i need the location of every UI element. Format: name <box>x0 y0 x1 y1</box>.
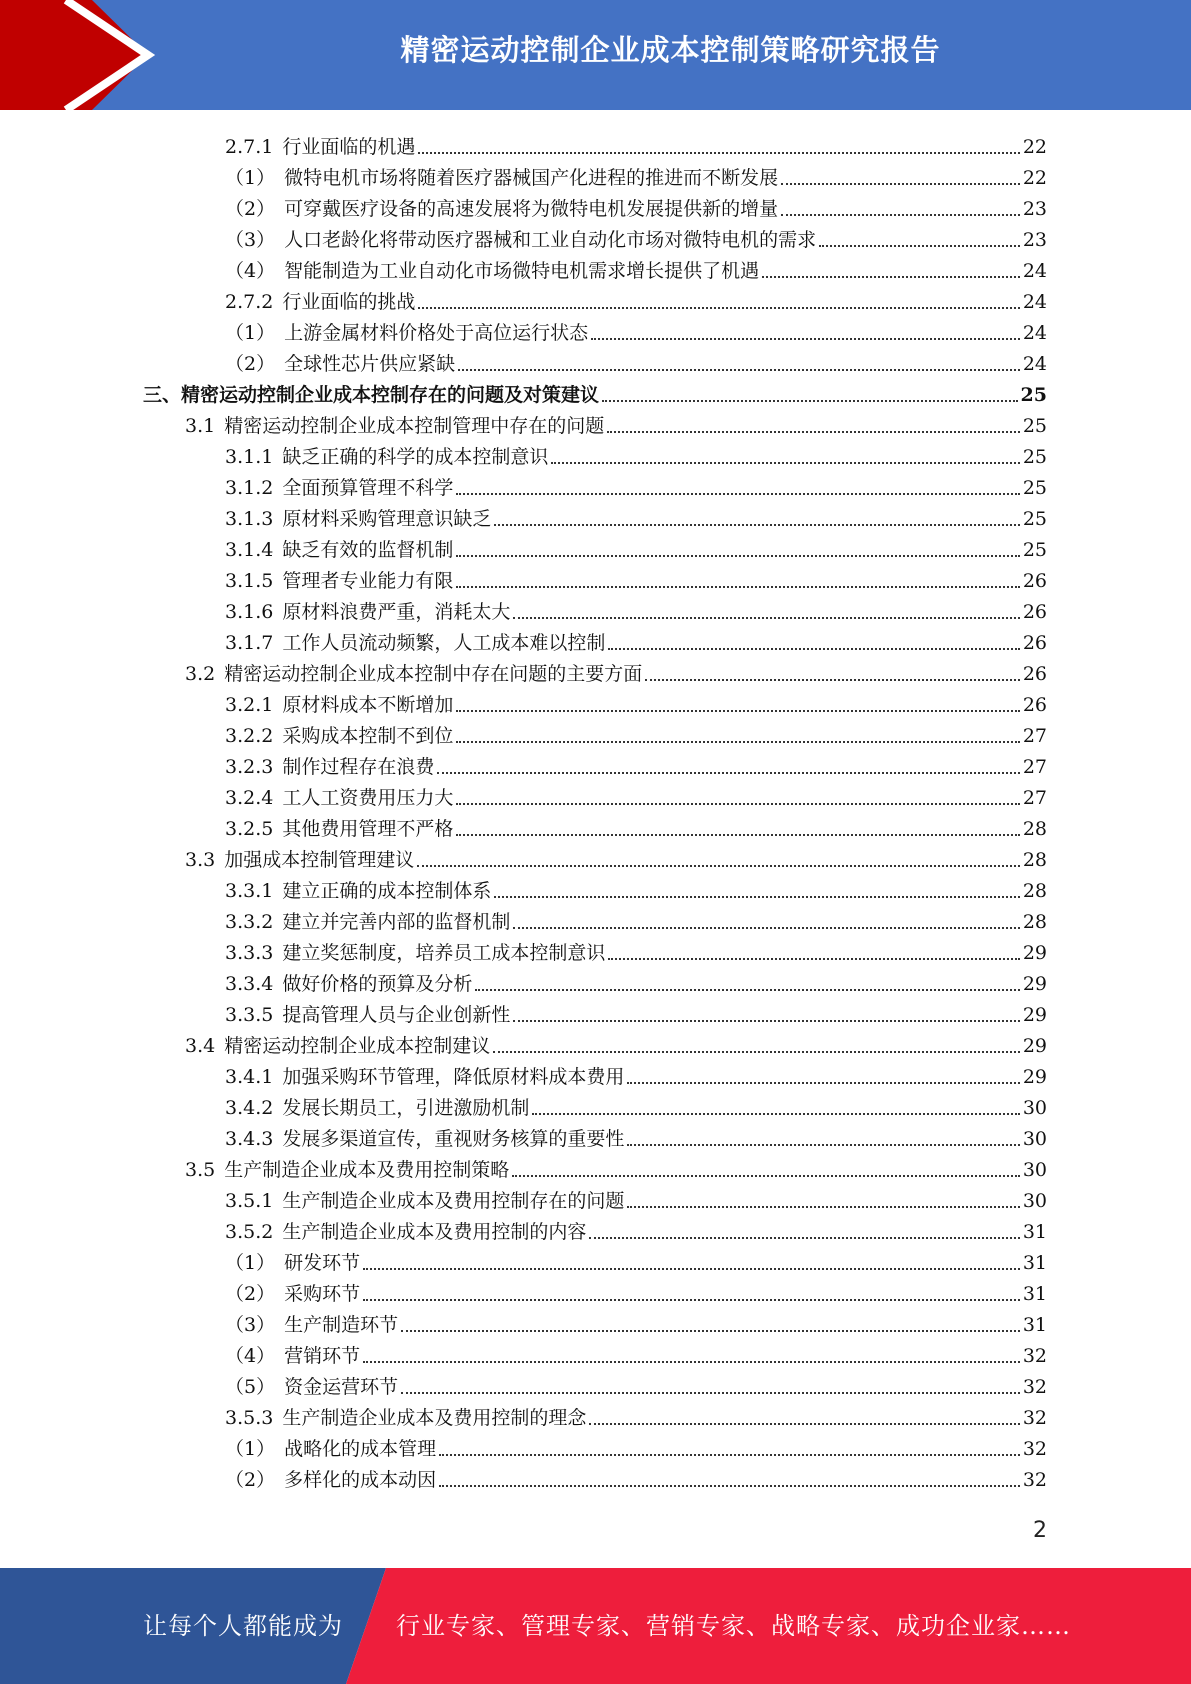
toc-entry-page: 26 <box>1022 663 1047 685</box>
toc-entry[interactable] <box>225 283 1047 314</box>
toc-entry[interactable] <box>225 1430 1047 1461</box>
toc-entry-title: 资金运营环节 <box>284 1376 399 1398</box>
toc-dot-leader <box>456 493 1019 495</box>
toc-entry-title: 研发环节 <box>284 1252 361 1274</box>
toc-entry-title: 生产制造企业成本及费用控制的内容 <box>282 1221 587 1243</box>
toc-entry-number: 3.3.5 <box>225 1004 274 1026</box>
toc-entry-title: 精密运动控制企业成本控制中存在问题的主要方面 <box>224 663 643 685</box>
toc-entry-number: 3.4.2 <box>225 1097 274 1119</box>
toc-entry[interactable] <box>185 655 1047 686</box>
toc-entry[interactable] <box>225 221 1047 252</box>
toc-entry[interactable] <box>225 1182 1047 1213</box>
toc-dot-leader <box>458 369 1020 371</box>
toc-entry[interactable] <box>225 996 1047 1027</box>
toc-dot-leader <box>602 400 1018 402</box>
toc-entry-number: 2.7.1 <box>225 136 274 158</box>
toc-dot-leader <box>781 214 1020 216</box>
toc-entry-page: 31 <box>1022 1283 1047 1305</box>
toc-entry[interactable] <box>225 810 1047 841</box>
toc-entry-title: 建立并完善内部的监督机制 <box>282 911 511 933</box>
toc-entry-number: 3.4.3 <box>225 1128 274 1150</box>
toc-dot-leader <box>532 1113 1019 1115</box>
toc-entry-page: 23 <box>1022 229 1047 251</box>
toc-entry-title: 智能制造为工业自动化市场微特电机需求增长提供了机遇 <box>284 260 760 282</box>
toc-dot-leader <box>627 1082 1019 1084</box>
toc-dot-leader <box>456 710 1019 712</box>
toc-entry-title: 可穿戴医疗设备的高速发展将为微特电机发展提供新的增量 <box>284 198 779 220</box>
toc-dot-leader <box>439 1454 1020 1456</box>
toc-entry-number: 3.1.4 <box>225 539 274 561</box>
toc-entry-number: （5） <box>225 1376 276 1398</box>
toc-entry-title: 生产制造企业成本及费用控制的理念 <box>282 1407 587 1429</box>
toc-entry-title: 战略化的成本管理 <box>284 1438 437 1460</box>
toc-entry-number: 3.2.3 <box>225 756 274 778</box>
toc-entry[interactable] <box>225 593 1047 624</box>
toc-entry-page: 27 <box>1022 725 1047 747</box>
toc-entry-number: （2） <box>225 353 276 375</box>
toc-dot-leader <box>512 1175 1020 1177</box>
toc-entry-number: 3.2.1 <box>225 694 274 716</box>
toc-entry-page: 30 <box>1022 1159 1047 1181</box>
toc-entry[interactable] <box>225 1461 1047 1492</box>
toc-entry-title: 生产制造企业成本及费用控制策略 <box>224 1159 510 1181</box>
toc-entry-page: 28 <box>1022 818 1047 840</box>
toc-entry[interactable] <box>225 438 1047 469</box>
toc-entry-title: 生产制造环节 <box>284 1314 399 1336</box>
toc-dot-leader <box>781 183 1020 185</box>
toc-entry-title: 缺乏正确的科学的成本控制意识 <box>282 446 549 468</box>
toc-entry[interactable] <box>225 1399 1047 1430</box>
toc-entry[interactable] <box>185 407 1047 438</box>
toc-dot-leader <box>607 431 1020 433</box>
toc-entry-title: 加强采购环节管理，降低原材料成本费用 <box>282 1066 625 1088</box>
toc-entry[interactable] <box>143 376 1047 407</box>
toc-entry[interactable] <box>225 252 1047 283</box>
toc-dot-leader <box>493 1051 1020 1053</box>
toc-entry-title: 工人工资费用压力大 <box>282 787 454 809</box>
toc-entry[interactable] <box>225 128 1047 159</box>
toc-entry-title: 其他费用管理不严格 <box>282 818 454 840</box>
toc-entry[interactable] <box>225 531 1047 562</box>
toc-dot-leader <box>456 834 1019 836</box>
toc-entry[interactable] <box>225 686 1047 717</box>
toc-dot-leader <box>494 896 1019 898</box>
toc-entry[interactable] <box>225 190 1047 221</box>
toc-entry-title: 全面预算管理不科学 <box>282 477 454 499</box>
toc-dot-leader <box>819 245 1020 247</box>
page-number: 2 <box>1033 1518 1047 1543</box>
toc-dot-leader <box>363 1361 1020 1363</box>
toc-entry-title: 行业面临的挑战 <box>282 291 416 313</box>
toc-dot-leader <box>608 648 1019 650</box>
toc-entry-number: 3.1.3 <box>225 508 274 530</box>
toc-dot-leader <box>608 958 1019 960</box>
toc-entry[interactable] <box>225 1306 1047 1337</box>
toc-entry-number: （4） <box>225 260 276 282</box>
toc-entry[interactable] <box>225 1120 1047 1151</box>
toc-dot-leader <box>363 1299 1020 1301</box>
toc-dot-leader <box>401 1392 1020 1394</box>
toc-entry-page: 25 <box>1022 539 1047 561</box>
toc-entry-number: 3.4.1 <box>225 1066 274 1088</box>
toc-dot-leader <box>589 1423 1019 1425</box>
toc-dot-leader <box>762 276 1020 278</box>
toc-entry-page: 27 <box>1022 756 1047 778</box>
toc-entry-page: 24 <box>1022 260 1047 282</box>
toc-entry-number: （1） <box>225 1252 276 1274</box>
toc-dot-leader <box>591 338 1020 340</box>
toc-entry[interactable] <box>225 1089 1047 1120</box>
toc-entry-number: （2） <box>225 1283 276 1305</box>
toc-entry-title: 制作过程存在浪费 <box>282 756 435 778</box>
toc-entry-number: 3.2.4 <box>225 787 274 809</box>
toc-entry-number: （2） <box>225 1469 276 1491</box>
toc-entry-number: 3.3.3 <box>225 942 274 964</box>
toc-entry-page: 29 <box>1022 1004 1047 1026</box>
toc-entry-page: 26 <box>1022 570 1047 592</box>
toc-entry[interactable] <box>185 1151 1047 1182</box>
toc-entry-number: 3.2.5 <box>225 818 274 840</box>
toc-dot-leader <box>513 927 1019 929</box>
toc-entry-title: 精密运动控制企业成本控制管理中存在的问题 <box>224 415 605 437</box>
toc-entry-number: （1） <box>225 322 276 344</box>
toc-entry-page: 29 <box>1022 942 1047 964</box>
toc-entry-title: 工作人员流动频繁，人工成本难以控制 <box>282 632 606 654</box>
toc-entry-page: 25 <box>1022 415 1047 437</box>
toc-entry-page: 22 <box>1022 136 1047 158</box>
toc-dot-leader <box>513 1020 1019 1022</box>
toc-entry-title: 加强成本控制管理建议 <box>224 849 415 871</box>
toc-entry[interactable] <box>225 1058 1047 1089</box>
toc-entry-number: （1） <box>225 1438 276 1460</box>
toc-entry-title: 微特电机市场将随着医疗器械国产化进程的推进而不断发展 <box>284 167 779 189</box>
toc-entry-page: 24 <box>1022 353 1047 375</box>
toc-dot-leader <box>439 1485 1020 1487</box>
toc-entry-title: 全球性芯片供应紧缺 <box>284 353 456 375</box>
toc-dot-leader <box>363 1268 1020 1270</box>
toc-entry-title: 生产制造企业成本及费用控制存在的问题 <box>282 1190 625 1212</box>
toc-entry-number: 3.3.4 <box>225 973 274 995</box>
chevron-arrow-icon <box>0 0 160 110</box>
toc-entry-title: 采购环节 <box>284 1283 361 1305</box>
toc-entry-page: 22 <box>1022 167 1047 189</box>
toc-entry-number: 3.3 <box>185 849 216 871</box>
toc-entry-number: 3.3.2 <box>225 911 274 933</box>
toc-dot-leader <box>437 772 1019 774</box>
toc-entry-number: 3.1.5 <box>225 570 274 592</box>
toc-entry-page: 32 <box>1022 1469 1047 1491</box>
toc-entry-title: 多样化的成本动因 <box>284 1469 437 1491</box>
toc-entry-title: 缺乏有效的监督机制 <box>282 539 454 561</box>
toc-entry-page: 28 <box>1022 849 1047 871</box>
toc-entry-title: 管理者专业能力有限 <box>282 570 454 592</box>
toc-entry[interactable] <box>225 1213 1047 1244</box>
toc-entry-number: 3.1.7 <box>225 632 274 654</box>
footer-slogan-left: 让每个人都能成为 <box>143 1612 343 1640</box>
toc-dot-leader <box>456 586 1019 588</box>
toc-dot-leader <box>627 1144 1019 1146</box>
toc-entry-page: 25 <box>1022 477 1047 499</box>
toc-entry-title: 精密运动控制企业成本控制建议 <box>224 1035 491 1057</box>
toc-entry-title: 人口老龄化将带动医疗器械和工业自动化市场对微特电机的需求 <box>284 229 817 251</box>
toc-entry[interactable] <box>225 903 1047 934</box>
toc-dot-leader <box>456 803 1019 805</box>
toc-entry-title: 发展多渠道宣传，重视财务核算的重要性 <box>282 1128 625 1150</box>
toc-entry-title: 提高管理人员与企业创新性 <box>282 1004 511 1026</box>
toc-dot-leader <box>551 462 1019 464</box>
toc-entry-page: 26 <box>1022 632 1047 654</box>
toc-entry-title: 三、精密运动控制企业成本控制存在的问题及对策建议 <box>143 384 600 406</box>
toc-entry-title: 采购成本控制不到位 <box>282 725 454 747</box>
toc-entry-title: 上游金属材料价格处于高位运行状态 <box>284 322 589 344</box>
page-footer <box>0 1568 1191 1684</box>
toc-entry[interactable] <box>225 469 1047 500</box>
toc-entry-page: 29 <box>1022 973 1047 995</box>
report-title: 精密运动控制企业成本控制策略研究报告 <box>400 33 941 67</box>
toc-entry[interactable] <box>225 934 1047 965</box>
toc-dot-leader <box>456 741 1019 743</box>
toc-entry[interactable] <box>225 872 1047 903</box>
toc-entry-page: 29 <box>1022 1035 1047 1057</box>
toc-entry-number: 3.3.1 <box>225 880 274 902</box>
toc-entry-number: 3.1.6 <box>225 601 274 623</box>
toc-dot-leader <box>645 679 1020 681</box>
toc-entry[interactable] <box>225 1337 1047 1368</box>
toc-dot-leader <box>475 989 1019 991</box>
toc-entry-page: 31 <box>1022 1314 1047 1336</box>
toc-entry-number: 3.5.1 <box>225 1190 274 1212</box>
toc-entry-title: 营销环节 <box>284 1345 361 1367</box>
toc-entry-number: （4） <box>225 1345 276 1367</box>
toc-entry-page: 24 <box>1022 291 1047 313</box>
toc-entry[interactable] <box>225 1275 1047 1306</box>
footer-slogan-right: 行业专家、管理专家、营销专家、战略专家、成功企业家…… <box>396 1612 1071 1640</box>
toc-entry-page: 30 <box>1022 1097 1047 1119</box>
toc-entry-title: 原材料浪费严重，消耗太大 <box>282 601 511 623</box>
page-header <box>0 0 1191 110</box>
toc-dot-leader <box>417 865 1020 867</box>
toc-entry-number: 3.5 <box>185 1159 216 1181</box>
toc-dot-leader <box>589 1237 1019 1239</box>
toc-dot-leader <box>513 617 1019 619</box>
toc-entry-page: 25 <box>1022 508 1047 530</box>
toc-entry[interactable] <box>225 314 1047 345</box>
toc-entry-title: 原材料成本不断增加 <box>282 694 454 716</box>
toc-entry-number: （1） <box>225 167 276 189</box>
toc-entry[interactable] <box>225 562 1047 593</box>
toc-entry[interactable] <box>225 1244 1047 1275</box>
toc-dot-leader <box>456 555 1019 557</box>
toc-dot-leader <box>418 307 1019 309</box>
toc-entry-page: 30 <box>1022 1128 1047 1150</box>
toc-entry-page: 28 <box>1022 911 1047 933</box>
toc-entry[interactable] <box>185 1027 1047 1058</box>
toc-entry-number: 3.1.2 <box>225 477 274 499</box>
toc-entry[interactable] <box>225 965 1047 996</box>
toc-entry-number: 3.1 <box>185 415 216 437</box>
toc-dot-leader <box>401 1330 1020 1332</box>
toc-entry-page: 24 <box>1022 322 1047 344</box>
toc-dot-leader <box>627 1206 1019 1208</box>
toc-dot-leader <box>494 524 1019 526</box>
toc-entry-title: 原材料采购管理意识缺乏 <box>282 508 492 530</box>
toc-dot-leader <box>418 152 1019 154</box>
toc-entry-page: 32 <box>1022 1345 1047 1367</box>
toc-entry-title: 建立正确的成本控制体系 <box>282 880 492 902</box>
toc-entry-page: 32 <box>1022 1438 1047 1460</box>
toc-entry-page: 28 <box>1022 880 1047 902</box>
toc-entry[interactable] <box>225 345 1047 376</box>
toc-entry-number: 3.5.3 <box>225 1407 274 1429</box>
toc-entry-page: 26 <box>1022 601 1047 623</box>
toc-entry-page: 32 <box>1022 1376 1047 1398</box>
toc-entry[interactable] <box>225 159 1047 190</box>
toc-entry-page: 29 <box>1022 1066 1047 1088</box>
toc-entry-page: 27 <box>1022 787 1047 809</box>
toc-entry-page: 26 <box>1022 694 1047 716</box>
toc-entry-number: （2） <box>225 198 276 220</box>
toc-entry-title: 发展长期员工，引进激励机制 <box>282 1097 530 1119</box>
toc-entry-page: 31 <box>1022 1221 1047 1243</box>
toc-entry[interactable] <box>225 748 1047 779</box>
toc-entry[interactable] <box>185 841 1047 872</box>
toc-entry-page: 31 <box>1022 1252 1047 1274</box>
toc-entry-number: 2.7.2 <box>225 291 274 313</box>
toc-entry-number: 3.2.2 <box>225 725 274 747</box>
toc-entry-page: 23 <box>1022 198 1047 220</box>
toc-entry-number: 3.4 <box>185 1035 216 1057</box>
toc-entry-page: 25 <box>1020 384 1047 406</box>
toc-entry[interactable] <box>225 779 1047 810</box>
toc-entry[interactable] <box>225 1368 1047 1399</box>
toc-entry-number: 3.5.2 <box>225 1221 274 1243</box>
toc-entry-number: 3.2 <box>185 663 216 685</box>
toc-entry-title: 建立奖惩制度，培养员工成本控制意识 <box>282 942 606 964</box>
toc-entry-title: 行业面临的机遇 <box>282 136 416 158</box>
toc-entry-page: 30 <box>1022 1190 1047 1212</box>
toc-entry[interactable] <box>225 500 1047 531</box>
toc-entry-page: 32 <box>1022 1407 1047 1429</box>
toc-entry-number: 3.1.1 <box>225 446 274 468</box>
toc-entry[interactable] <box>225 624 1047 655</box>
toc-entry-title: 做好价格的预算及分析 <box>282 973 473 995</box>
toc-entry-number: （3） <box>225 229 276 251</box>
toc-entry[interactable] <box>225 717 1047 748</box>
toc-entry-number: （3） <box>225 1314 276 1336</box>
toc-entry-page: 25 <box>1022 446 1047 468</box>
